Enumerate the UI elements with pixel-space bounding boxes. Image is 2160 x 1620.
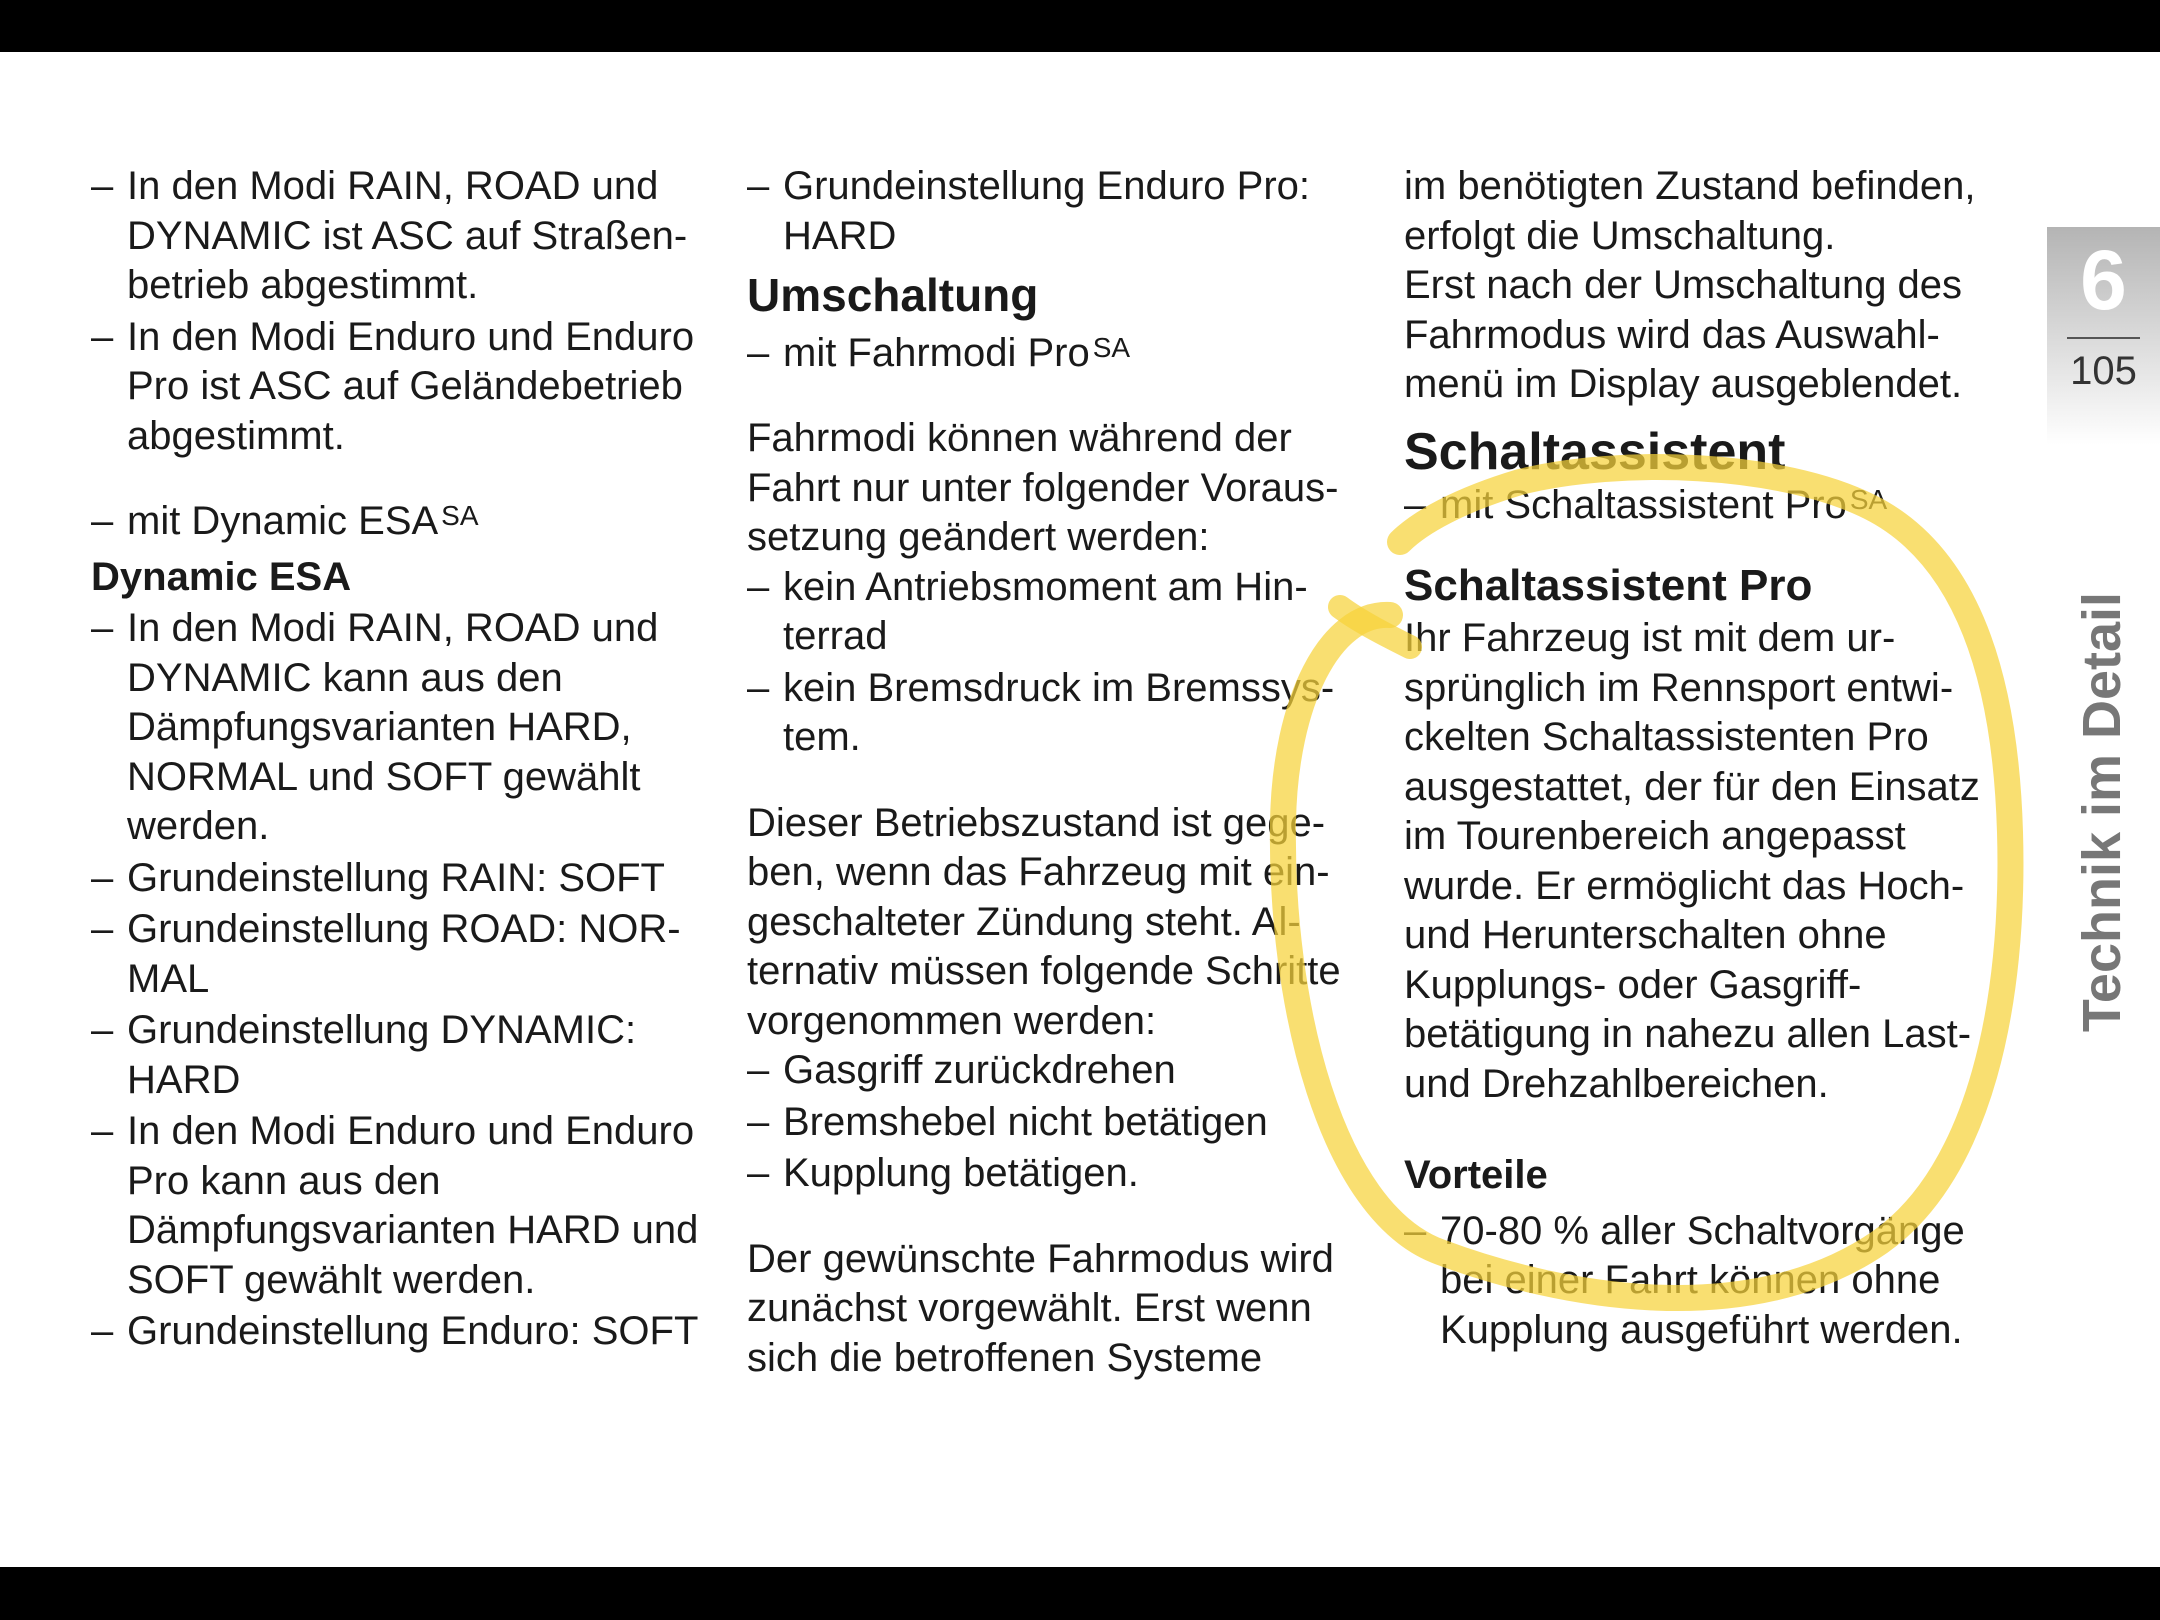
sa-option-text: mit Dynamic ESA xyxy=(127,499,439,543)
sa-superscript: SA xyxy=(441,500,479,531)
sa-superscript: SA xyxy=(1849,484,1888,515)
page-number: 105 xyxy=(2070,349,2137,393)
list-item: – In den Modi Enduro und Enduro Pro kann aus den Dämpfungsvarianten HARD und SOFT gewählt werden. xyxy=(91,1107,721,1305)
section-heading-dynamic-esa: Dynamic ESA xyxy=(91,554,352,599)
sa-option-text: mit Fahrmodi Pro xyxy=(783,330,1090,375)
paragraph: Fahrmodi können während der Fahrt nur unter folgender Voraussetzung geändert werden: xyxy=(747,416,1339,559)
list-item: – Grundeinstellung ROAD: NORMAL xyxy=(91,905,721,1004)
list-item: – In den Modi RAIN, ROAD und DYNAMIC kann aus den Dämpfungsvarianten HARD, NORMAL und SOFT gewählt werden. xyxy=(91,604,721,852)
column-1 xyxy=(91,162,721,1359)
list-item: – 70-80 % aller Schaltvorgänge bei einer Fahrt können ohne Kupplung ausgeführt werden. xyxy=(1404,1207,2024,1356)
paragraph: Erst nach der Umschaltung des Fahrmodus wird das Auswahlmenü im Display ausgeblendet. xyxy=(1404,263,1963,406)
list-item: – Grundeinstellung RAIN: SOFT xyxy=(91,854,721,904)
paragraph: im benötigten Zustand befinden, erfolgt die Umschaltung. xyxy=(1404,164,1976,258)
section-heading-schaltassistent: Schaltassistent xyxy=(1404,422,1786,481)
top-black-bar xyxy=(0,0,2160,52)
chapter-tab xyxy=(2047,227,2160,445)
list-item: – Kupplung betätigen. xyxy=(747,1149,1377,1199)
side-title xyxy=(2052,572,2152,1052)
section-heading-schaltassistent-pro: Schaltassistent Pro xyxy=(1404,560,1813,610)
list-item: – In den Modi Enduro und Enduro Pro ist ASC auf Geländebetrieb abgestimmt. xyxy=(91,313,721,462)
sa-option-text: mit Schaltassistent Pro xyxy=(1440,483,1847,527)
tab-divider xyxy=(2067,337,2140,339)
list-item: – Grundeinstellung Enduro: SOFT xyxy=(91,1307,721,1357)
sa-option-line xyxy=(91,497,721,547)
section-heading-umschaltung: Umschaltung xyxy=(747,269,1039,321)
bottom-black-bar xyxy=(0,1567,2160,1620)
list-item: – In den Modi RAIN, ROAD und DYNAMIC ist ASC auf Straßenbetrieb abgestimmt. xyxy=(91,162,721,311)
sa-superscript: SA xyxy=(1092,331,1131,363)
paragraph: Ihr Fahrzeug ist mit dem ursprünglich im Rennsport entwickelten Schaltassistenten Pro ausgestattet, der für den Einsatz im Tourenbereich angepasst wurde. Er ermöglicht das Hoch- und Herunterschalten ohne Kupplungs- oder Gasgriffbetätigung in nahezu allen Last- und Drehzahlbereichen. xyxy=(1404,616,1980,1106)
column-3 xyxy=(1404,162,2024,1357)
list-item: – Grundeinstellung Enduro Pro: HARD xyxy=(747,162,1377,261)
list-item: – kein Antriebsmoment am Hinterrad xyxy=(747,563,1377,662)
sa-option-line xyxy=(1404,481,2024,531)
column-2 xyxy=(747,162,1377,1383)
list-item: – Grundeinstellung DYNAMIC: HARD xyxy=(91,1006,721,1105)
paragraph: Dieser Betriebszustand ist gegeben, wenn das Fahrzeug mit eingeschalteter Zündung steht. Alternativ müssen folgende Schritte vorgenommen werden: xyxy=(747,800,1341,1043)
side-title-text: Technik im Detail xyxy=(2072,591,2132,1033)
list-item: – Bremshebel nicht betätigen xyxy=(747,1098,1377,1148)
list-item: – kein Bremsdruck im Bremssystem. xyxy=(747,664,1377,763)
section-heading-vorteile: Vorteile xyxy=(1404,1153,1548,1197)
list-item: – Gasgriff zurückdrehen xyxy=(747,1046,1377,1096)
paragraph: Der gewünschte Fahrmodus wird zunächst vorgewählt. Erst wenn sich die betroffenen Systeme xyxy=(747,1236,1334,1380)
sa-option-line xyxy=(747,329,1377,379)
manual-page xyxy=(0,52,2160,1567)
chapter-number: 6 xyxy=(2080,233,2127,327)
